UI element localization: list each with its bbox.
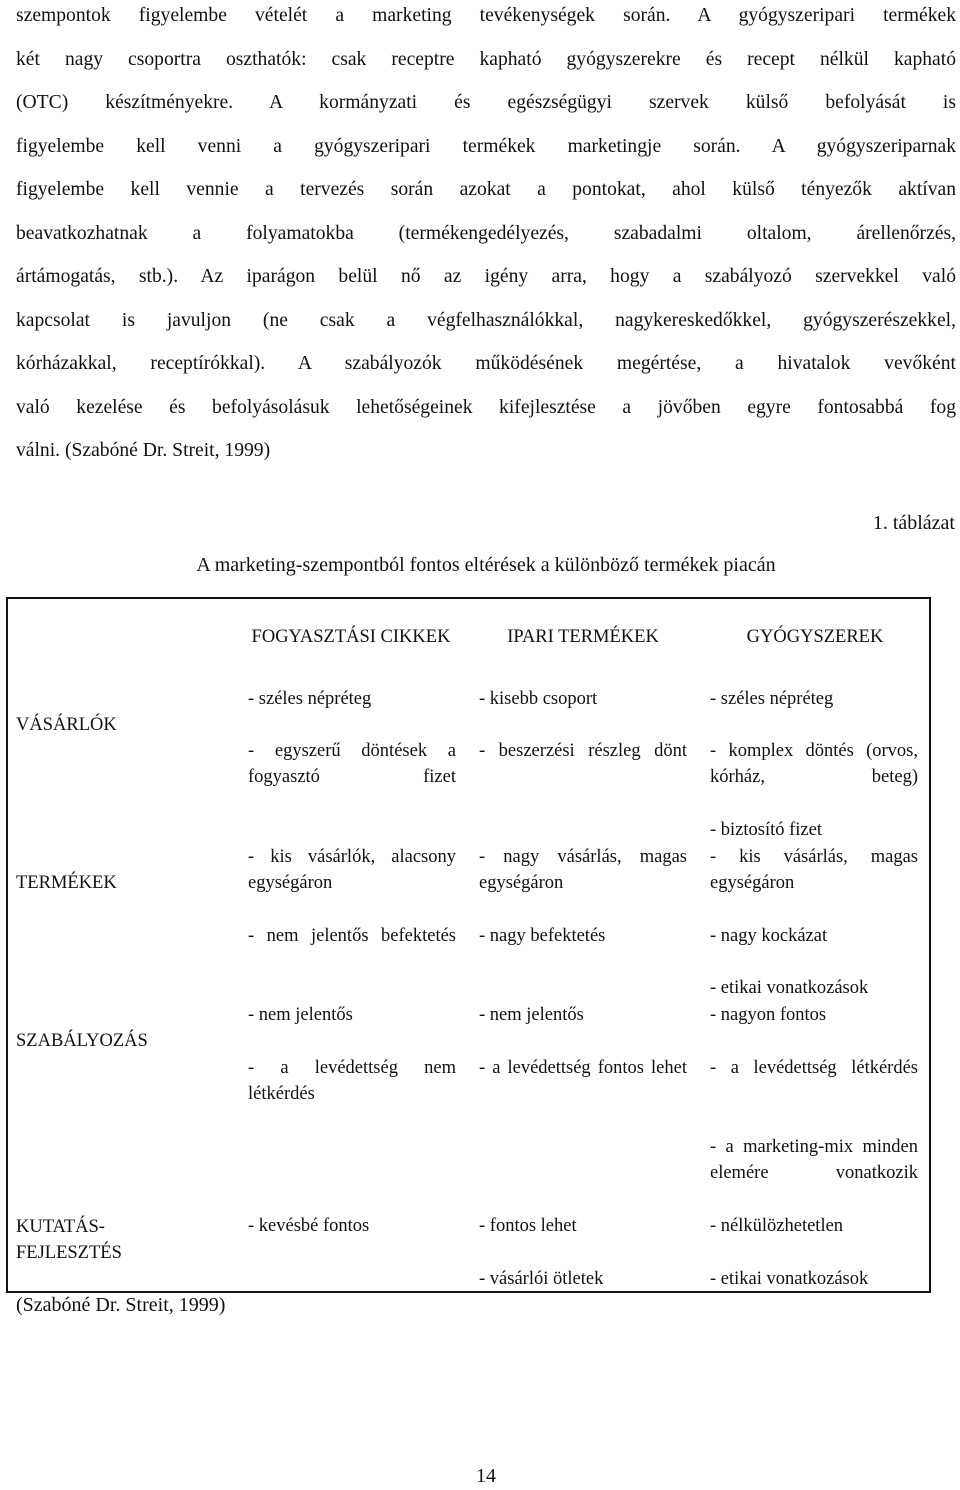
table-cell: - kis vásárlók, alacsony egységáron [248, 847, 456, 893]
table-cell: - beszerzési részleg dönt [479, 741, 687, 761]
paragraph-line: szempontok figyelembe vételét a marketing tevékenységek során. A gyógyszeripari termékek [16, 5, 956, 26]
table-title: A marketing-szempontból fontos eltérések a különböző termékek piacán [196, 554, 776, 576]
paragraph-line: figyelembe kell vennie a tervezés során azokat a pontokat, ahol külső tényezők aktívan [16, 179, 956, 200]
table-number-label: 1. táblázat [872, 512, 955, 534]
table-cell: - nagy kockázat [710, 926, 828, 946]
row-label-termekek: TERMÉKEK [16, 873, 117, 893]
table-cell: - széles népréteg [248, 689, 372, 709]
row-label-szabalyozas: SZABÁLYOZÁS [16, 1031, 148, 1051]
table-cell: - a levédettség létkérdés [710, 1058, 918, 1078]
page-number: 14 [476, 1465, 496, 1487]
paragraph-line: ártámogatás, stb.). Az iparágon belül nő az igény arra, hogy a szabályozó szervekkel való [16, 266, 956, 287]
row-label-kutatas-fejlesztes: KUTATÁS-FEJLESZTÉS [16, 1217, 122, 1263]
table-cell: - nem jelentős befektetés [248, 926, 456, 946]
table-cell: - a levédettség nem létkérdés [248, 1058, 456, 1104]
table-cell: - nélkülözhetetlen [710, 1216, 844, 1236]
table-header-ipari-termekek: IPARI TERMÉKEK [507, 627, 659, 647]
table-cell: - egyszerű döntések a fogyasztó fizet [248, 741, 456, 787]
paragraph-line: két nagy csoportra oszthatók: csak receptre kapható gyógyszerekre és recept nélkül kapható [16, 48, 956, 70]
table-cell: - vásárlói ötletek [479, 1269, 604, 1289]
table-header-fogyasztasi-cikkek: FOGYASZTÁSI CIKKEK [251, 627, 451, 647]
table-cell: - biztosító fizet [710, 820, 822, 840]
table-cell: - kisebb csoport [479, 689, 598, 709]
table-cell: - a levédettség fontos lehet [479, 1058, 687, 1078]
table-cell: - etikai vonatkozások [710, 1269, 869, 1289]
paragraph-line: válni. (Szabóné Dr. Streit, 1999) [16, 440, 271, 461]
table-header-gyogyszerek: GYÓGYSZEREK [746, 627, 884, 647]
row-label-vasarlok: VÁSÁRLÓK [16, 715, 117, 735]
paragraph-line: (OTC) készítményekre. A kormányzati és egészségügyi szervek külső befolyását is [16, 92, 956, 113]
paragraph-line: kapcsolat is javuljon (ne csak a végfelhasználókkal, nagykereskedőkkel, gyógyszerészekkel, [16, 309, 956, 331]
table-cell: - nagyon fontos [710, 1005, 827, 1025]
table-cell: - nem jelentős [248, 1005, 353, 1025]
paragraph-line: való kezelése és befolyásolásuk lehetőségeinek kifejlesztése a jövőben egyre fontosabbá fog [16, 396, 956, 418]
table-source: (Szabóné Dr. Streit, 1999) [16, 1294, 226, 1316]
table-cell: - nagy vásárlás, magas egységáron [479, 847, 687, 893]
table-cell: - komplex döntés (orvos, kórház, beteg) [710, 741, 918, 787]
paragraph-line: kórházakkal, receptírókkal). A szabályozók működésének megértése, a hivatalok vevőként [16, 353, 956, 374]
body-paragraph [16, 0, 956, 473]
table-cell: - a marketing-mix minden elemére vonatkozik [710, 1137, 918, 1183]
table-cell: - nem jelentős [479, 1005, 584, 1025]
paragraph-line: beavatkozhatnak a folyamatokba (termékengedélyezés, szabadalmi oltalom, árellenőrzés, [16, 222, 956, 244]
table-cell: - fontos lehet [479, 1216, 577, 1236]
table-cell: - széles népréteg [710, 689, 834, 709]
table-cell: - etikai vonatkozások [710, 978, 869, 998]
table-cell: - nagy befektetés [479, 926, 606, 946]
table-cell: - kis vásárlás, magas egységáron [710, 847, 918, 893]
paragraph-line: figyelembe kell venni a gyógyszeripari termékek marketingje során. A gyógyszeriparnak [16, 135, 956, 157]
table-cell: - kevésbé fontos [248, 1216, 370, 1236]
